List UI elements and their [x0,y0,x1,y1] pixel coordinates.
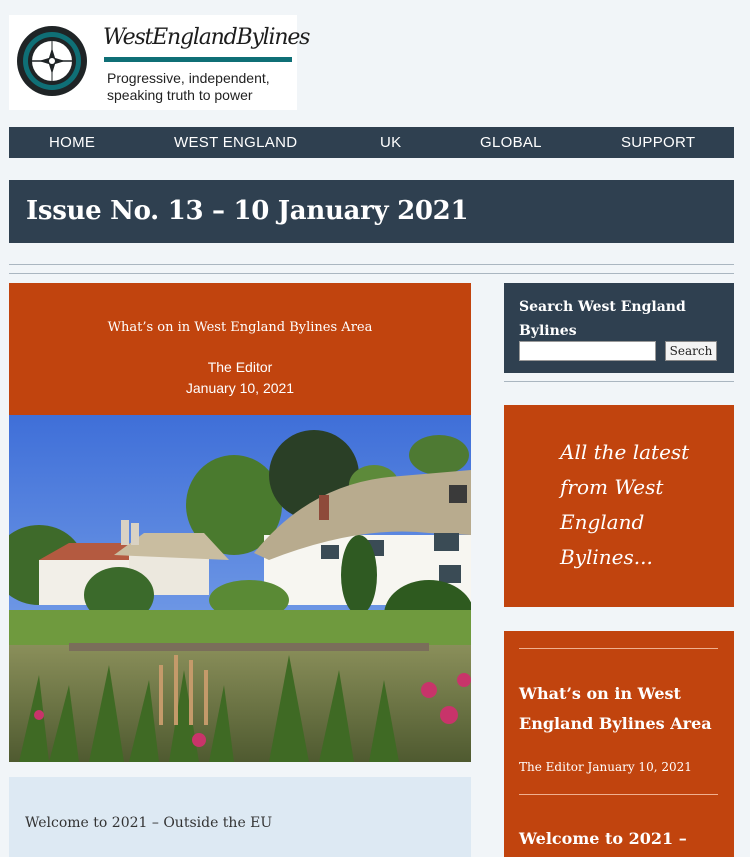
logo-underline [104,57,292,62]
divider-top [9,264,734,265]
promo-text: All the latest from West England Bylines... [560,440,690,569]
site-logo[interactable] [9,15,310,110]
page-title: Issue No. 13 – 10 January 2021 [26,196,469,226]
recent-divider-2 [519,794,718,795]
recent-posts-widget [504,631,734,857]
search-input[interactable] [519,341,656,361]
logo-tagline [107,70,270,104]
recent-post-title[interactable]: What’s on in West England Bylines Area [519,684,712,733]
post-title[interactable]: What’s on in West England Bylines Area [107,320,373,335]
logo-wordmark: WestEnglandBylines [103,25,310,50]
next-post-title[interactable]: Welcome to 2021 – Outside the EU [25,815,273,831]
post-featured-image[interactable] [9,415,471,762]
search-label: Search West England Bylines [519,299,686,339]
recent-divider-1 [519,648,718,649]
post-author[interactable]: The Editor [207,359,273,375]
divider-bottom [9,273,734,274]
nav-home[interactable]: HOME [49,134,96,151]
nav-global[interactable]: GLOBAL [480,134,542,151]
tagline-line-1: Progressive, independent, [107,70,270,86]
cottage-pond-photo [9,415,471,762]
main-navigation [9,127,734,158]
nav-west-england[interactable]: WEST ENGLAND [174,134,298,151]
tagline-line-2: speaking truth to power [107,87,253,103]
post-date: January 10, 2021 [185,380,295,396]
recent-post-meta: The Editor January 10, 2021 [519,760,692,774]
promo-widget [504,405,734,607]
recent-post-title-2[interactable]: Welcome to 2021 – [519,829,687,848]
search-button[interactable]: Search [665,341,717,361]
next-post-card[interactable] [9,777,471,857]
page-title-bar [9,180,734,243]
nav-support[interactable]: SUPPORT [621,134,696,151]
sidebar-divider [504,381,734,382]
post-header [9,283,471,415]
nav-uk[interactable]: UK [380,134,402,151]
compass-icon [15,24,89,98]
search-widget [504,283,734,373]
